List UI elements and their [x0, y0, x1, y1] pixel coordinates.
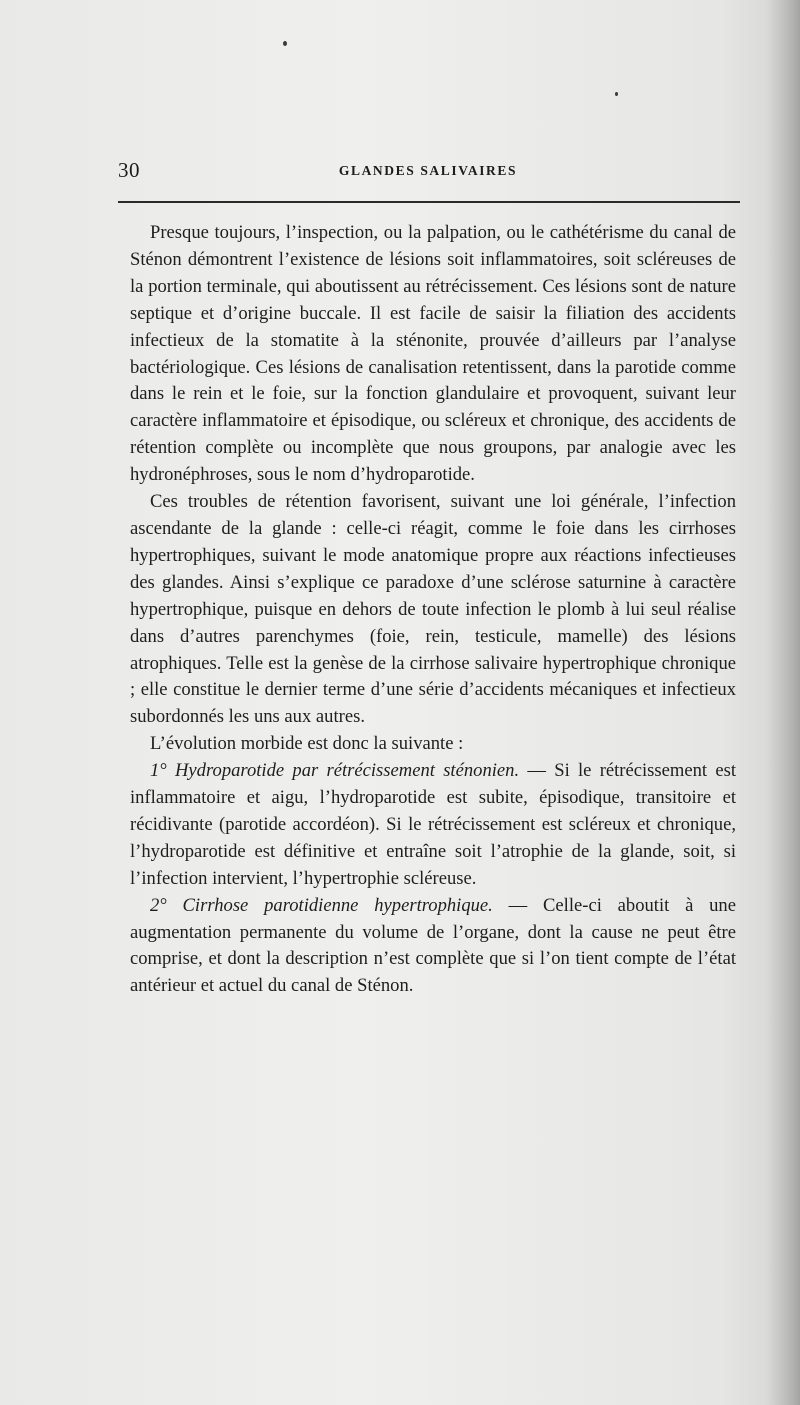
paragraph-3: L’évolution morbide est donc la suivante :	[150, 733, 464, 755]
body-text	[130, 220, 736, 1000]
page-edge-shadow	[766, 0, 800, 1405]
running-title: GLANDES SALIVAIRES	[338, 163, 518, 178]
paragraph-5-heading: 2° Cirrhose parotidienne hypertrophique.	[150, 894, 493, 916]
paragraph-5	[130, 893, 736, 1001]
paragraph-4	[130, 758, 736, 893]
paragraph-4-heading: 1° Hydroparotide par rétrécissement sténonien.	[150, 760, 520, 782]
header-rule	[118, 201, 740, 203]
paragraph-5-text: — Celle-ci aboutit à une augmentation permanente du volume de l’organe, dont la cause ne peut être comprise, et dont la description n’est complète que si l’on tient compte de l’état antérieur et actuel du canal de Sténon.	[130, 894, 736, 997]
ink-speck	[615, 92, 618, 96]
page-header	[118, 158, 738, 186]
paragraph-4-text: — Si le rétrécissement est inflammatoire et aigu, l’hydroparotide est subite, épisodique, transitoire et récidivante (parotide accordéon). Si le rétrécissement est scléreux et chronique, l’hydroparotide est définitive et entraîne soit l’atrophie de la glande, soit, si l’infection intervient, l’hypertrophie scléreuse.	[130, 760, 736, 889]
page-number: 30	[118, 158, 140, 182]
paragraph-1: Presque toujours, l’inspection, ou la palpation, ou le cathétérisme du canal de Sténon démontrent l’existence de lésions soit inflammatoires, soit scléreuses de la portion terminale, qui aboutissent au rétrécissement. Ces lésions sont de nature septique et d’origine buccale. Il est facile de saisir la filiation des accidents infectieux de la stomatite à la sténonite, prouvée d’ailleurs par l’analyse bactériologique. Ces lésions de canalisation retentissent, dans la parotide comme dans le rein et le foie, sur la fonction glandulaire et provoquent, suivant leur caractère inflammatoire et épisodique, ou scléreux et chronique, des accidents de rétention complète ou incomplète que nous groupons, par analogie avec les hydronéphroses, sous le nom d’hydroparotide.	[130, 222, 736, 486]
paragraph-2: Ces troubles de rétention favorisent, suivant une loi générale, l’infection ascendante de la glande : celle-ci réagit, comme le foie dans les cirrhoses hypertrophiques, suivant le mode anatomique propre aux réactions infectieuses des glandes. Ainsi s’explique ce paradoxe d’une sclérose saturnine à caractère hypertrophique, puisque en dehors de toute infection le plomb à lui seul réalise dans d’autres parenchymes (foie, rein, testicule, mamelle) des lésions atrophiques. Telle est la genèse de la cirrhose salivaire hypertrophique chronique ; elle constitue le dernier terme d’une série d’accidents mécaniques et infectieux subordonnés les uns aux autres.	[130, 491, 736, 728]
ink-speck	[283, 41, 287, 46]
